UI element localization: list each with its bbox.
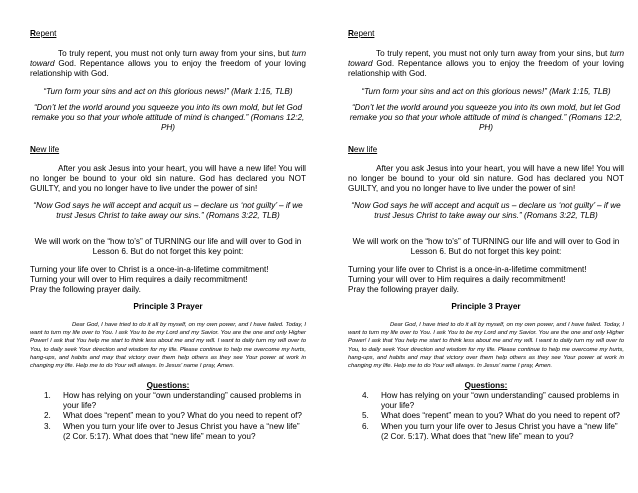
new-life-paragraph: After you ask Jesus into your heart, you will have a new life! You will no longer be bound to your old sin nature. God has declared you NOT GUILTY, and you no longer have to live under the power of sin! <box>348 164 624 194</box>
new-life-heading: New life <box>30 145 60 154</box>
repent-quote-1: “Turn form your sins and act on this glorious news!” (Mark 1:15, TLB) <box>361 87 611 96</box>
question-item: 3. When you turn your life over to Jesus Christ you have a “new life” (2 Cor. 5:17). What does that “new life” mean to you? <box>44 421 300 441</box>
new-life-heading: New life <box>348 145 378 154</box>
repent-heading: Repent <box>30 29 57 38</box>
repent-quote-1: “Turn form your sins and act on this glorious news!” (Mark 1:15, TLB) <box>43 87 293 96</box>
key-point: Pray the following prayer daily. <box>30 285 141 295</box>
key-points <box>348 265 624 296</box>
key-point: Turning your life over to Christ is a once-in-a-lifetime commitment! <box>348 265 587 274</box>
prayer-text: Dear God, I have tried to do it all by myself, on my own power, and I have failed. Today, I want to turn my life over to You. I ask You to be my Lord and my Savior. You are the one and only Higher Power! I ask that You help me start to think less about me and my will. I want to daily turn my will over to You, to daily seek Your direction and wisdom for my life. Please continue to help me overcome my hurts, hang-ups, and habits and may that victory over them help others as they see Your power at work in changing my life. Help me to do Your will always. In Jesus’ name I pray, Amen. <box>30 322 306 370</box>
repent-paragraph: To truly repent, you must not only turn away from your sins, but turn toward God. Repentance allows you to enjoy the freedom of your loving relationship with God. <box>348 49 624 79</box>
question-item: 5. What does “repent” mean to you? What do you need to repent of? <box>362 411 620 421</box>
prayer-text: Dear God, I have tried to do it all by myself, on my own power, and I have failed. Today, I want to turn my life over to You. I ask You to be my Lord and my Savior. You are the one and only Higher Power! I ask that You help me start to think less about me and my will. I want to daily turn my will over to You, to daily seek Your direction and wisdom for my life. Please continue to help me overcome my hurts, hang-ups, and habits and may that victory over them help others as they see Your power at work in changing my life. Help me to do Your will always. In Jesus’ name I pray, Amen. <box>348 322 624 370</box>
key-point: Turning your will over to Him requires a daily recommitment! <box>30 275 248 285</box>
questions-title: Questions: <box>146 381 190 390</box>
questions-list <box>30 391 306 442</box>
new-life-paragraph: After you ask Jesus into your heart, you will have a new life! You will no longer be bound to your old sin nature. God has declared you NOT GUILTY, and you no longer have to live under the power of sin! <box>30 164 306 194</box>
key-points <box>30 265 306 296</box>
questions-list <box>348 391 624 442</box>
key-point: Pray the following prayer daily. <box>348 285 459 295</box>
repent-quote-2: “Don’t let the world around you squeeze you into its own mold, but let God remake you so that your whole attitude of mind is changed.” (Romans 12:2, PH) <box>349 103 623 133</box>
work-on-paragraph: We will work on the “how to’s” of TURNING our life and will over to God in Lesson 6. But do not forget this key point: <box>352 237 620 257</box>
question-item: 6. When you turn your life over to Jesus Christ you have a “new life” (2 Cor. 5:17). What does that “new life” mean to you? <box>362 421 618 441</box>
repent-quote-2: “Don’t let the world around you squeeze you into its own mold, but let God remake you so that your whole attitude of mind is changed.” (Romans 12:2, PH) <box>31 103 305 133</box>
question-item: 2. What does “repent” mean to you? What do you need to repent of? <box>44 411 302 421</box>
question-item: 4. How has relying on your “own understanding” caused problems in your life? <box>362 391 620 411</box>
new-life-quote: “Now God says he will accept and acquit us – declare us ‘not guilty’ – if we trust Jesus Christ to take away our sins.” (Romans 3:22, TLB) <box>33 201 303 221</box>
prayer-title: Principle 3 Prayer <box>451 302 521 311</box>
new-life-quote: “Now God says he will accept and acquit us – declare us ‘not guilty’ – if we trust Jesus Christ to take away our sins.” (Romans 3:22, TLB) <box>351 201 621 221</box>
key-point: Turning your will over to Him requires a daily recommitment! <box>348 275 566 285</box>
work-on-paragraph: We will work on the “how to’s” of TURNING our life and will over to God in Lesson 6. But do not forget this key point: <box>34 237 302 257</box>
question-item: 1. How has relying on your “own understanding” caused problems in your life? <box>44 391 302 411</box>
repent-heading: Repent <box>348 29 375 38</box>
key-point: Turning your life over to Christ is a once-in-a-lifetime commitment! <box>30 265 269 274</box>
repent-paragraph: To truly repent, you must not only turn away from your sins, but turn toward God. Repentance allows you to enjoy the freedom of your loving relationship with God. <box>30 49 306 79</box>
questions-title: Questions: <box>464 381 508 390</box>
prayer-title: Principle 3 Prayer <box>133 302 203 311</box>
